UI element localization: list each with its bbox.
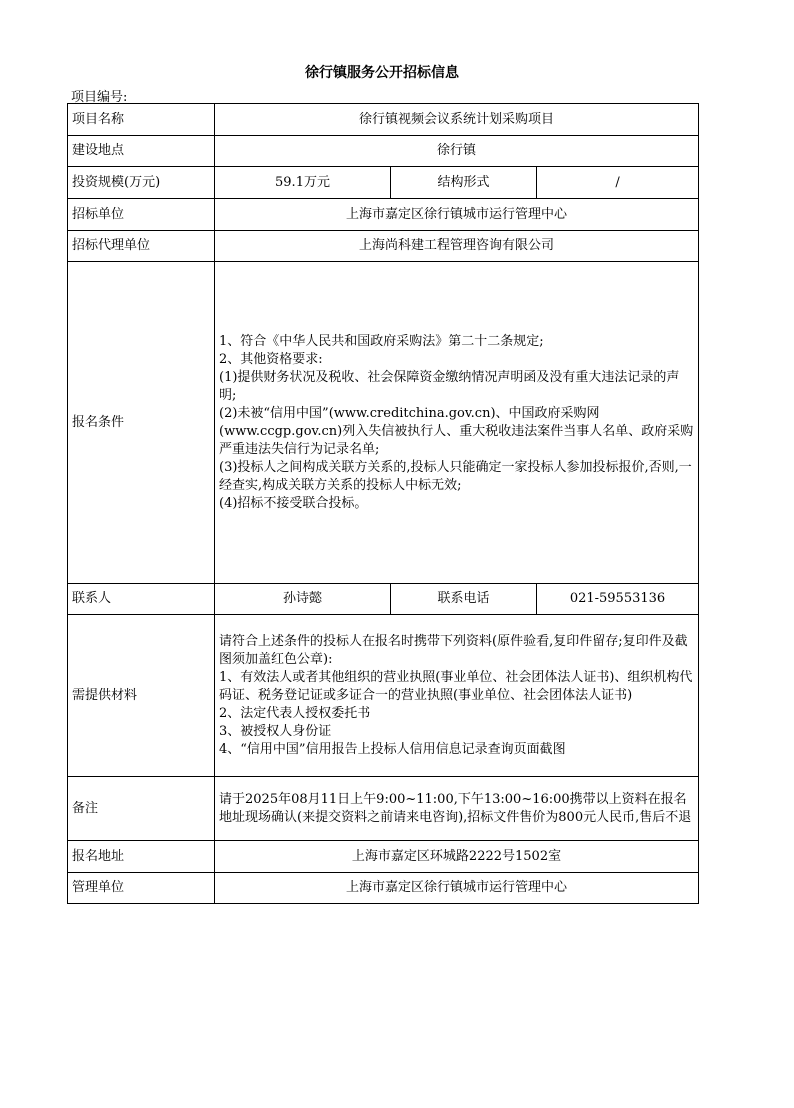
location-value: 徐行镇 xyxy=(215,136,699,167)
conditions-line: 1、符合《中华人民共和国政府采购法》第二十二条规定; xyxy=(219,333,544,349)
structure-label: 结构形式 xyxy=(391,167,537,199)
conditions-line: (3)投标人之间构成关联方关系的,投标人只能确定一家投标人参加投标报价,否则,一经查实,构成关联方关系的投标人中标无效; xyxy=(219,459,692,493)
phone-label: 联系电话 xyxy=(391,584,537,615)
materials-line: 3、被授权人身份证 xyxy=(219,723,332,739)
row-materials xyxy=(68,615,699,777)
row-remarks xyxy=(68,777,699,841)
conditions-line: (1)提供财务状况及税收、社会保障资金缴纳情况声明函及没有重大违法记录的声明; xyxy=(219,369,680,403)
materials-label: 需提供材料 xyxy=(68,615,215,777)
row-conditions xyxy=(68,262,699,584)
materials-line: 4、“信用中国”信用报告上投标人信用信息记录查询页面截图 xyxy=(219,741,566,757)
registration-address-value: 上海市嘉定区环城路2222号1502室 xyxy=(215,841,699,873)
agency-value: 上海尚科建工程管理咨询有限公司 xyxy=(215,231,699,262)
row-management-unit xyxy=(68,873,699,904)
row-tender-unit xyxy=(68,199,699,231)
materials-line: 请符合上述条件的投标人在报名时携带下列资料(原件验看,复印件留存;复印件及截图须加盖红色公章): xyxy=(219,633,688,667)
tender-info-table xyxy=(67,103,699,904)
project-name-label: 项目名称 xyxy=(68,104,215,136)
project-name-value: 徐行镇视频会议系统计划采购项目 xyxy=(215,104,699,136)
row-registration-address xyxy=(68,841,699,873)
conditions-line: (2)未被“信用中国”(www.creditchina.gov.cn)、中国政府采购网(www.ccgp.gov.cn)列入失信被执行人、重大税收违法案件当事人名单、政府采购严重违法失信行为记录名单; xyxy=(219,405,694,457)
agency-label: 招标代理单位 xyxy=(68,231,215,262)
row-agency xyxy=(68,231,699,262)
remarks-value: 请于2025年08月11日上午9:00~11:00,下午13:00~16:00携带以上资料在报名地址现场确认(来提交资料之前请来电咨询),招标文件售价为800元人民币,售后不退 xyxy=(215,777,699,841)
investment-value: 59.1万元 xyxy=(215,167,391,199)
registration-address-label: 报名地址 xyxy=(68,841,215,873)
phone-value: 021-59553136 xyxy=(537,584,699,615)
materials-line: 1、有效法人或者其他组织的营业执照(事业单位、社会团体法人证书)、组织机构代码证、税务登记证或多证合一的营业执照(事业单位、社会团体法人证书) xyxy=(219,669,693,703)
row-contact xyxy=(68,584,699,615)
management-unit-label: 管理单位 xyxy=(68,873,215,904)
conditions-label: 报名条件 xyxy=(68,262,215,584)
contact-label: 联系人 xyxy=(68,584,215,615)
materials-value xyxy=(215,615,699,777)
conditions-value xyxy=(215,262,699,584)
management-unit-value: 上海市嘉定区徐行镇城市运行管理中心 xyxy=(215,873,699,904)
conditions-line: 2、其他资格要求: xyxy=(219,351,323,367)
project-number-label: 项目编号: xyxy=(71,90,128,105)
page-title: 徐行镇服务公开招标信息 xyxy=(305,65,459,81)
materials-line: 2、法定代表人授权委托书 xyxy=(219,705,371,721)
conditions-line: (4)招标不接受联合投标。 xyxy=(219,495,368,511)
row-investment xyxy=(68,167,699,199)
remarks-label: 备注 xyxy=(68,777,215,841)
structure-value: / xyxy=(537,167,699,199)
contact-value: 孙诗懿 xyxy=(215,584,391,615)
tender-unit-value: 上海市嘉定区徐行镇城市运行管理中心 xyxy=(215,199,699,231)
tender-unit-label: 招标单位 xyxy=(68,199,215,231)
location-label: 建设地点 xyxy=(68,136,215,167)
investment-label: 投资规模(万元) xyxy=(68,167,215,199)
row-location xyxy=(68,136,699,167)
row-project-name xyxy=(68,104,699,136)
